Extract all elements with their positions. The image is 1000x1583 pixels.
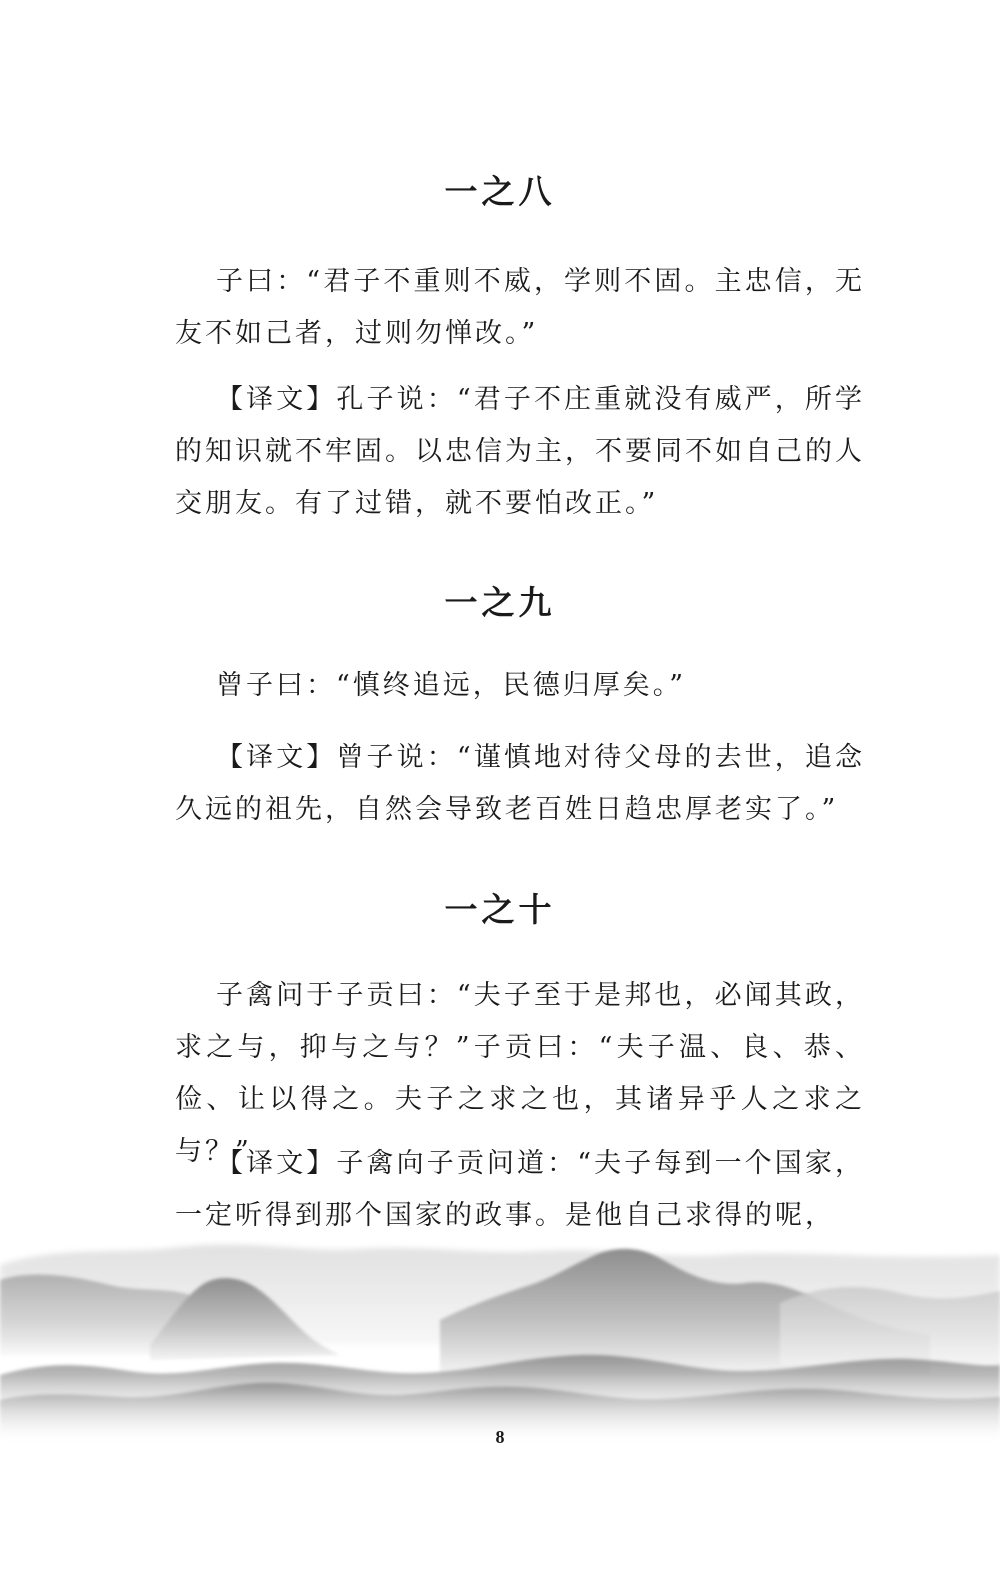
page-number: 8 [495, 1427, 505, 1447]
section-title-1-10: 一之十 [444, 890, 556, 929]
translation-text-1-9: 【译文】曾子说：“谨慎地对待父母的去世，追念久远的祖先，自然会导致老百姓日趋忠厚老实了。” [175, 742, 865, 825]
section-title-1-8: 一之八 [444, 172, 556, 211]
translation-text-1-8: 【译文】孔子说：“君子不庄重就没有威严，所学的知识就不牢固。以忠信为主，不要同不如自己的人交朋友。有了过错，就不要怕改正。” [175, 384, 865, 519]
original-text-1-9: 曾子曰：“慎终追远，民德归厚矣。” [216, 670, 687, 701]
original-text-1-10: 子禽问于子贡曰：“夫子至于是邦也，必闻其政，求之与，抑与之与？”子贡曰：“夫子温、良、恭、俭、让以得之。夫子之求之也，其诸异乎人之求之与？” [175, 980, 865, 1167]
ink-mountains-decoration [0, 1225, 1000, 1445]
original-text-1-8: 子曰：“君子不重则不威，学则不固。主忠信，无友不如己者，过则勿惮改。” [175, 266, 865, 349]
section-title-1-9: 一之九 [444, 583, 556, 622]
translation-text-1-10: 【译文】子禽向子贡问道：“夫子每到一个国家，一定听得到那个国家的政事。是他自己求得的呢， [175, 1148, 865, 1231]
right-ridge [780, 1287, 1000, 1365]
